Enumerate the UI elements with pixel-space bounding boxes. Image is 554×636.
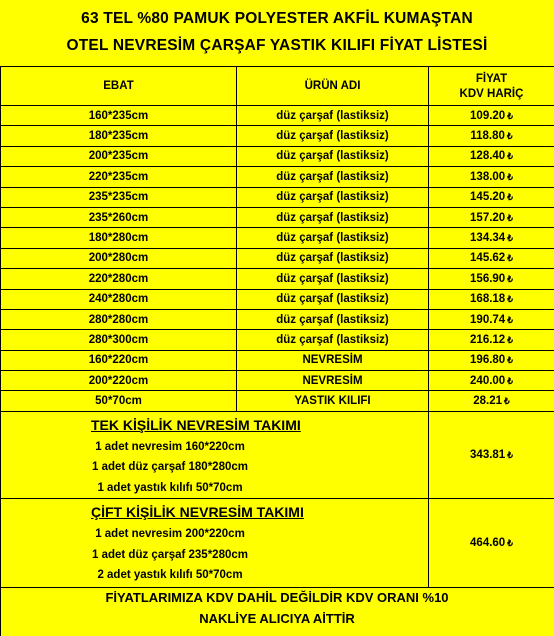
cell-urun-adi: YASTIK KILIFI bbox=[237, 391, 429, 411]
set-item-line: 1 adet düz çarşaf 235*280cm bbox=[1, 545, 339, 566]
cell-urun-adi: düz çarşaf (lastiksiz) bbox=[237, 207, 429, 227]
page-title-line-2: OTEL NEVRESİM ÇARŞAF YASTIK KILIFI FİYAT LİSTESİ bbox=[0, 37, 554, 55]
set-title: TEK KİŞİLİK NEVRESİM TAKIMI bbox=[91, 417, 428, 433]
price-value: 28.21 bbox=[473, 395, 502, 407]
cell-urun-adi: düz çarşaf (lastiksiz) bbox=[237, 309, 429, 329]
price-value: 128.40 bbox=[470, 150, 505, 162]
lira-sign: ₺ bbox=[507, 111, 513, 121]
cell-fiyat bbox=[429, 330, 554, 350]
price-value: 145.62 bbox=[470, 252, 505, 264]
cell-fiyat bbox=[429, 289, 554, 309]
lira-sign: ₺ bbox=[507, 213, 513, 223]
header-fiyat bbox=[429, 67, 554, 106]
cell-urun-adi: düz çarşaf (lastiksiz) bbox=[237, 289, 429, 309]
table-row bbox=[1, 167, 554, 187]
table-row bbox=[1, 309, 554, 329]
set-price bbox=[429, 411, 554, 499]
price-value: 145.20 bbox=[470, 191, 505, 203]
cell-fiyat bbox=[429, 228, 554, 248]
cell-ebat: 200*220cm bbox=[1, 371, 237, 391]
cell-urun-adi: düz çarşaf (lastiksiz) bbox=[237, 330, 429, 350]
cell-ebat: 200*235cm bbox=[1, 146, 237, 166]
table-row bbox=[1, 146, 554, 166]
cell-urun-adi: NEVRESİM bbox=[237, 350, 429, 370]
cell-urun-adi: düz çarşaf (lastiksiz) bbox=[237, 106, 429, 126]
cell-fiyat bbox=[429, 391, 554, 411]
set-price bbox=[429, 499, 554, 588]
header-fiyat-line-1: FİYAT bbox=[429, 73, 554, 85]
header-fiyat-line-2: KDV HARİÇ bbox=[429, 88, 554, 100]
price-value: 134.34 bbox=[470, 232, 505, 244]
cell-ebat: 200*280cm bbox=[1, 248, 237, 268]
lira-sign: ₺ bbox=[507, 294, 513, 304]
table-row bbox=[1, 371, 554, 391]
cell-urun-adi: NEVRESİM bbox=[237, 371, 429, 391]
cell-ebat: 280*280cm bbox=[1, 309, 237, 329]
lira-sign: ₺ bbox=[507, 355, 513, 365]
set-row bbox=[1, 499, 554, 588]
price-value: 109.20 bbox=[470, 110, 505, 122]
set-title: ÇİFT KİŞİLİK NEVRESİM TAKIMI bbox=[91, 504, 428, 520]
cell-fiyat bbox=[429, 106, 554, 126]
price-value: 240.00 bbox=[470, 375, 505, 387]
cell-ebat: 220*280cm bbox=[1, 269, 237, 289]
table-row bbox=[1, 350, 554, 370]
cell-ebat: 50*70cm bbox=[1, 391, 237, 411]
set-row bbox=[1, 411, 554, 499]
cell-urun-adi: düz çarşaf (lastiksiz) bbox=[237, 228, 429, 248]
set-item-line: 1 adet düz çarşaf 180*280cm bbox=[1, 457, 339, 478]
lira-sign: ₺ bbox=[507, 450, 513, 460]
set-item-line: 1 adet yastık kılıfı 50*70cm bbox=[1, 478, 339, 499]
cell-fiyat bbox=[429, 126, 554, 146]
set-description bbox=[1, 499, 429, 588]
cell-ebat: 240*280cm bbox=[1, 289, 237, 309]
cell-fiyat bbox=[429, 167, 554, 187]
table-row bbox=[1, 248, 554, 268]
cell-urun-adi: düz çarşaf (lastiksiz) bbox=[237, 187, 429, 207]
price-value: 157.20 bbox=[470, 212, 505, 224]
cell-fiyat bbox=[429, 350, 554, 370]
table-row bbox=[1, 289, 554, 309]
table-row bbox=[1, 391, 554, 411]
price-value: 464.60 bbox=[470, 537, 505, 549]
price-value: 196.80 bbox=[470, 354, 505, 366]
cell-ebat: 180*235cm bbox=[1, 126, 237, 146]
page-title-line-1: 63 TEL %80 PAMUK POLYESTER AKFİL KUMAŞTAN bbox=[0, 10, 554, 28]
lira-sign: ₺ bbox=[507, 376, 513, 386]
lira-sign: ₺ bbox=[507, 172, 513, 182]
cell-fiyat bbox=[429, 146, 554, 166]
lira-sign: ₺ bbox=[507, 131, 513, 141]
table-row bbox=[1, 126, 554, 146]
lira-sign: ₺ bbox=[507, 335, 513, 345]
cell-ebat: 235*260cm bbox=[1, 207, 237, 227]
table-row bbox=[1, 207, 554, 227]
price-value: 216.12 bbox=[470, 334, 505, 346]
footer-shipping-note: NAKLİYE ALICIYA AİTTİR bbox=[0, 611, 554, 626]
cell-ebat: 235*235cm bbox=[1, 187, 237, 207]
lira-sign: ₺ bbox=[507, 151, 513, 161]
cell-ebat: 180*280cm bbox=[1, 228, 237, 248]
cell-urun-adi: düz çarşaf (lastiksiz) bbox=[237, 269, 429, 289]
lira-sign: ₺ bbox=[507, 253, 513, 263]
table-row bbox=[1, 269, 554, 289]
cell-fiyat bbox=[429, 269, 554, 289]
cell-fiyat bbox=[429, 187, 554, 207]
cell-ebat: 160*220cm bbox=[1, 350, 237, 370]
table-row bbox=[1, 106, 554, 126]
cell-ebat: 160*235cm bbox=[1, 106, 237, 126]
table-row bbox=[1, 228, 554, 248]
cell-fiyat bbox=[429, 309, 554, 329]
cell-urun-adi: düz çarşaf (lastiksiz) bbox=[237, 146, 429, 166]
cell-fiyat bbox=[429, 248, 554, 268]
table-row bbox=[1, 330, 554, 350]
cell-urun-adi: düz çarşaf (lastiksiz) bbox=[237, 126, 429, 146]
lira-sign: ₺ bbox=[507, 274, 513, 284]
header-urun-adi: ÜRÜN ADI bbox=[237, 67, 429, 106]
price-value: 156.90 bbox=[470, 273, 505, 285]
cell-fiyat bbox=[429, 371, 554, 391]
cell-fiyat bbox=[429, 207, 554, 227]
price-value: 138.00 bbox=[470, 171, 505, 183]
set-item-line: 2 adet yastık kılıfı 50*70cm bbox=[1, 565, 339, 586]
set-description bbox=[1, 411, 429, 499]
price-value: 118.80 bbox=[470, 130, 505, 142]
price-table bbox=[0, 66, 554, 636]
set-item-line: 1 adet nevresim 200*220cm bbox=[1, 524, 339, 545]
cell-ebat: 220*235cm bbox=[1, 167, 237, 187]
price-value: 343.81 bbox=[470, 449, 505, 461]
footer-vat-note: FİYATLARIMIZA KDV DAHİL DEĞİLDİR KDV ORANI %10 bbox=[0, 590, 554, 605]
set-item-line: 1 adet nevresim 160*220cm bbox=[1, 437, 339, 458]
lira-sign: ₺ bbox=[507, 538, 513, 548]
price-value: 190.74 bbox=[470, 314, 505, 326]
header-ebat: EBAT bbox=[1, 67, 237, 106]
cell-ebat: 280*300cm bbox=[1, 330, 237, 350]
lira-sign: ₺ bbox=[507, 192, 513, 202]
price-value: 168.18 bbox=[470, 293, 505, 305]
lira-sign: ₺ bbox=[507, 315, 513, 325]
lira-sign: ₺ bbox=[504, 396, 510, 406]
table-row bbox=[1, 187, 554, 207]
cell-urun-adi: düz çarşaf (lastiksiz) bbox=[237, 248, 429, 268]
cell-urun-adi: düz çarşaf (lastiksiz) bbox=[237, 167, 429, 187]
lira-sign: ₺ bbox=[507, 233, 513, 243]
table-header-row bbox=[1, 67, 554, 106]
